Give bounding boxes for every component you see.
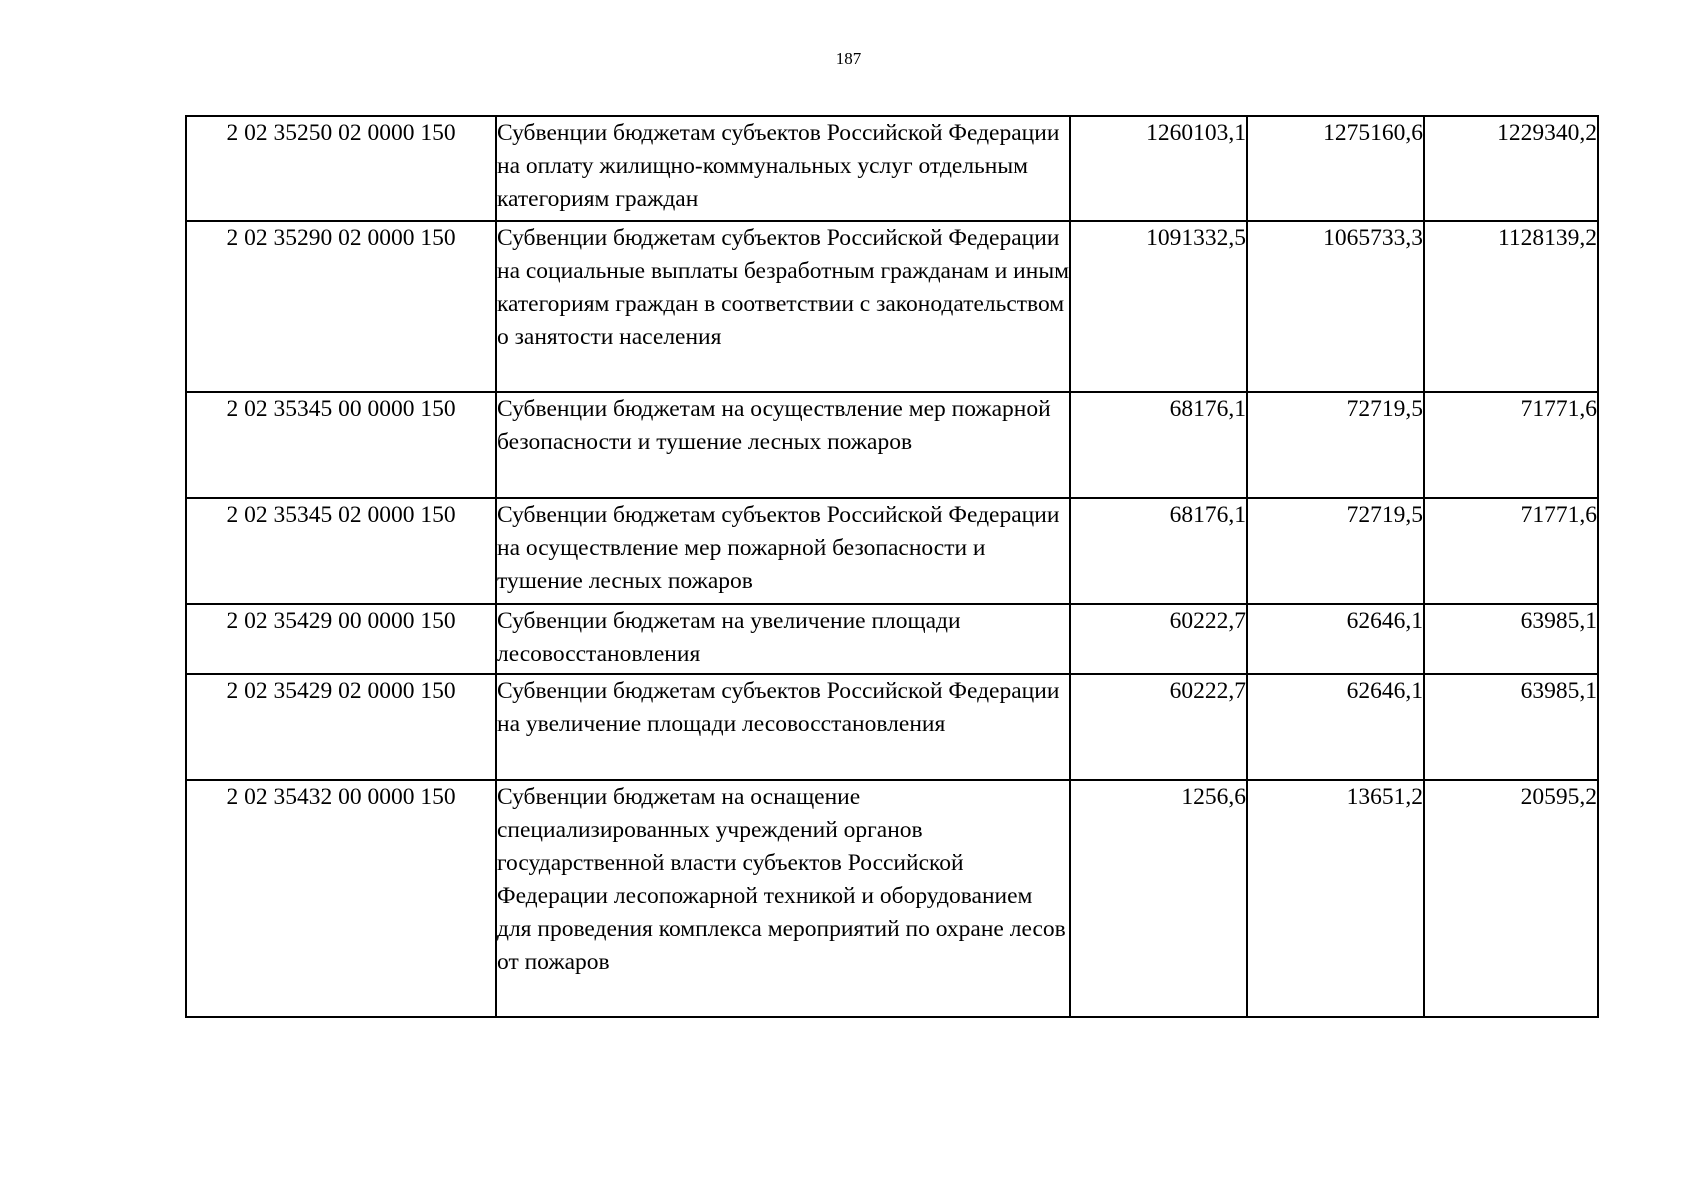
table-row (186, 392, 1598, 498)
description-cell: Субвенции бюджетам субъектов Российской Федерации на оплату жилищно-коммунальных услуг отдельным категориям граждан (496, 116, 1070, 221)
value-cell-year-3: 71771,6 (1424, 498, 1598, 604)
value-cell-year-1: 1091332,5 (1070, 221, 1247, 392)
value-cell-year-2: 1065733,3 (1247, 221, 1424, 392)
value-cell-year-3: 1229340,2 (1424, 116, 1598, 221)
description-cell: Субвенции бюджетам на осуществление мер пожарной безопасности и тушение лесных пожаров (496, 392, 1070, 498)
budget-code-cell: 2 02 35429 02 0000 150 (186, 674, 496, 780)
value-cell-year-3: 63985,1 (1424, 674, 1598, 780)
value-cell-year-1: 68176,1 (1070, 392, 1247, 498)
value-cell-year-3: 1128139,2 (1424, 221, 1598, 392)
table-row (186, 221, 1598, 392)
description-cell: Субвенции бюджетам субъектов Российской Федерации на увеличение площади лесовосстановления (496, 674, 1070, 780)
value-cell-year-3: 20595,2 (1424, 780, 1598, 1017)
value-cell-year-1: 1256,6 (1070, 780, 1247, 1017)
value-cell-year-3: 63985,1 (1424, 604, 1598, 674)
description-cell: Субвенции бюджетам на увеличение площади лесовосстановления (496, 604, 1070, 674)
budget-code-cell: 2 02 35345 00 0000 150 (186, 392, 496, 498)
value-cell-year-2: 72719,5 (1247, 498, 1424, 604)
table-row (186, 674, 1598, 780)
budget-code-cell: 2 02 35345 02 0000 150 (186, 498, 496, 604)
table-row (186, 780, 1598, 1017)
description-cell: Субвенции бюджетам субъектов Российской Федерации на осуществление мер пожарной безопасности и тушение лесных пожаров (496, 498, 1070, 604)
table-row (186, 604, 1598, 674)
value-cell-year-2: 62646,1 (1247, 604, 1424, 674)
table-row (186, 116, 1598, 221)
value-cell-year-1: 60222,7 (1070, 674, 1247, 780)
value-cell-year-2: 13651,2 (1247, 780, 1424, 1017)
value-cell-year-2: 62646,1 (1247, 674, 1424, 780)
value-cell-year-2: 72719,5 (1247, 392, 1424, 498)
budget-code-cell: 2 02 35250 02 0000 150 (186, 116, 496, 221)
budget-table (185, 115, 1599, 1018)
description-cell: Субвенции бюджетам на оснащение специализированных учреждений органов государственной власти субъектов Российской Федерации лесопожарной техникой и оборудованием для проведения комплекса мероприятий по охране лесов от пожаров (496, 780, 1070, 1017)
value-cell-year-1: 60222,7 (1070, 604, 1247, 674)
value-cell-year-1: 68176,1 (1070, 498, 1247, 604)
budget-code-cell: 2 02 35432 00 0000 150 (186, 780, 496, 1017)
description-cell: Субвенции бюджетам субъектов Российской Федерации на социальные выплаты безработным гражданам и иным категориям граждан в соответствии с законодательством о занятости населения (496, 221, 1070, 392)
table-row (186, 498, 1598, 604)
value-cell-year-3: 71771,6 (1424, 392, 1598, 498)
page-number: 187 (835, 49, 862, 68)
budget-code-cell: 2 02 35290 02 0000 150 (186, 221, 496, 392)
value-cell-year-2: 1275160,6 (1247, 116, 1424, 221)
budget-code-cell: 2 02 35429 00 0000 150 (186, 604, 496, 674)
value-cell-year-1: 1260103,1 (1070, 116, 1247, 221)
